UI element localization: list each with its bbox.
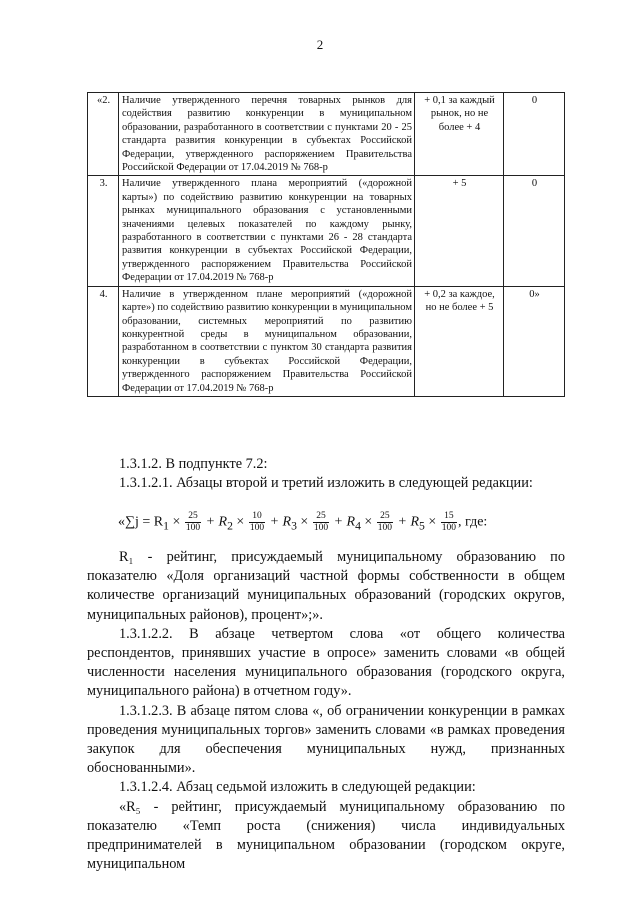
row-description: Наличие утвержденного плана мероприятий («дорожной карты») по содействию развитию конкуренции на товарных рынках муниципального образования с установленными значениями целевых показателей по каждому рынку, разработанного в соответствии с пунктами 26 - 28 стандарта развития конкуренции в субъектах Российской Федерации, утвержденного распоряжением Правительства Российской Федерации от 17.04.2019 № 768-р xyxy=(119,176,415,286)
row-number: 4. xyxy=(88,286,119,396)
table-row xyxy=(88,286,565,396)
row-value: 0 xyxy=(504,93,565,176)
section-body xyxy=(87,548,565,874)
paragraph-13124: 1.3.1.2.4. Абзац седьмой изложить в следующей редакции: xyxy=(119,779,476,796)
row-value: 0» xyxy=(504,286,565,396)
formula-fraction: $\frac{25}{100}$ xyxy=(185,511,201,533)
paragraph-13122: 1.3.1.2.2. В абзаце четвертом слова «от общего количества респондентов, принявших участие в опросе» заменить словами «в общей численности населения муниципального образования (городского округа, муниципального района) в отчетном году». xyxy=(87,625,565,700)
rating-formula: «$\sum j = R_1$ × $\frac{25}{100}$ + $R_2$ × $\frac{10}{100}$ + $R_3$ × $\frac{25}{100}$ + $R_4$ × $\frac{25}{100}$ + $R_5$ × $\frac{15}{100}$ , где: xyxy=(118,511,488,533)
row-score: + 0,1 за каждый рынок, но не более + 4 xyxy=(415,93,504,176)
formula-fraction: $\frac{25}{100}$ xyxy=(313,511,329,533)
paragraph-13121: 1.3.1.2.1. Абзацы второй и третий изложить в следующей редакции: xyxy=(119,475,533,492)
row-score: + 0,2 за каждое, но не более + 5 xyxy=(415,286,504,396)
row-value: 0 xyxy=(504,176,565,286)
row-description: Наличие в утвержденном плане мероприятий («дорожной карте») по содействию развитию конкуренции в муниципальном образовании, системных мероприятий по развитию конкурентной среды в муниципальном образовании, разработанном в соответствии с пунктом 30 стандарта развития конкуренции в субъектах Российской Федерации, утвержденного распоряжением Правительства Российской Федерации от 17.04.2019 № 768-р xyxy=(119,286,415,396)
row-number: 3. xyxy=(88,176,119,286)
paragraph-r5: «R₅ - рейтинг, присуждаемый муниципальному образованию по показателю «Темп роста (снижения) числа индивидуальных предпринимателей в муниципальном образовании (городском округе, муниципальном xyxy=(87,798,565,873)
table-row xyxy=(88,176,565,286)
paragraph-13123: 1.3.1.2.3. В абзаце пятом слова «, об ограничении конкуренции в рамках проведения муниципальных торгов» заменить словами «в рамках проведения закупок для обеспечения муниципальных нужд, признанных обоснованными». xyxy=(87,702,565,777)
row-number: «2. xyxy=(88,93,119,176)
formula-lhs: «∑j = R xyxy=(118,514,164,530)
row-description: Наличие утвержденного перечня товарных рынков для содействия развитию конкуренции в муниципальном образовании, разработанного в соответствии с пунктами 20 - 25 стандарта развития конкуренции в субъектах Российской Федерации, утвержденного распоряжением Правительства Российской Федерации от 17.04.2019 № 768-р xyxy=(119,93,415,176)
formula-tail: , где: xyxy=(458,514,488,530)
row-score: + 5 xyxy=(415,176,504,286)
criteria-table xyxy=(87,92,565,397)
paragraph-1312: 1.3.1.2. В подпункте 7.2: xyxy=(119,456,268,472)
page-number: 2 xyxy=(316,37,324,52)
formula-sub: 1 xyxy=(163,519,169,533)
section-1312 xyxy=(87,455,565,493)
formula-fraction: $\frac{15}{100}$ xyxy=(441,511,457,533)
formula-fraction: $\frac{25}{100}$ xyxy=(377,511,393,533)
table-row xyxy=(88,93,565,176)
formula-fraction: $\frac{10}{100}$ xyxy=(249,511,265,533)
paragraph-r1: R₁ - рейтинг, присуждаемый муниципальному образованию по показателю «Доля организаций частной формы собственности в общем количестве организаций муниципальных образований (городских округов, муниципальных районов), процент»;». xyxy=(87,549,565,623)
